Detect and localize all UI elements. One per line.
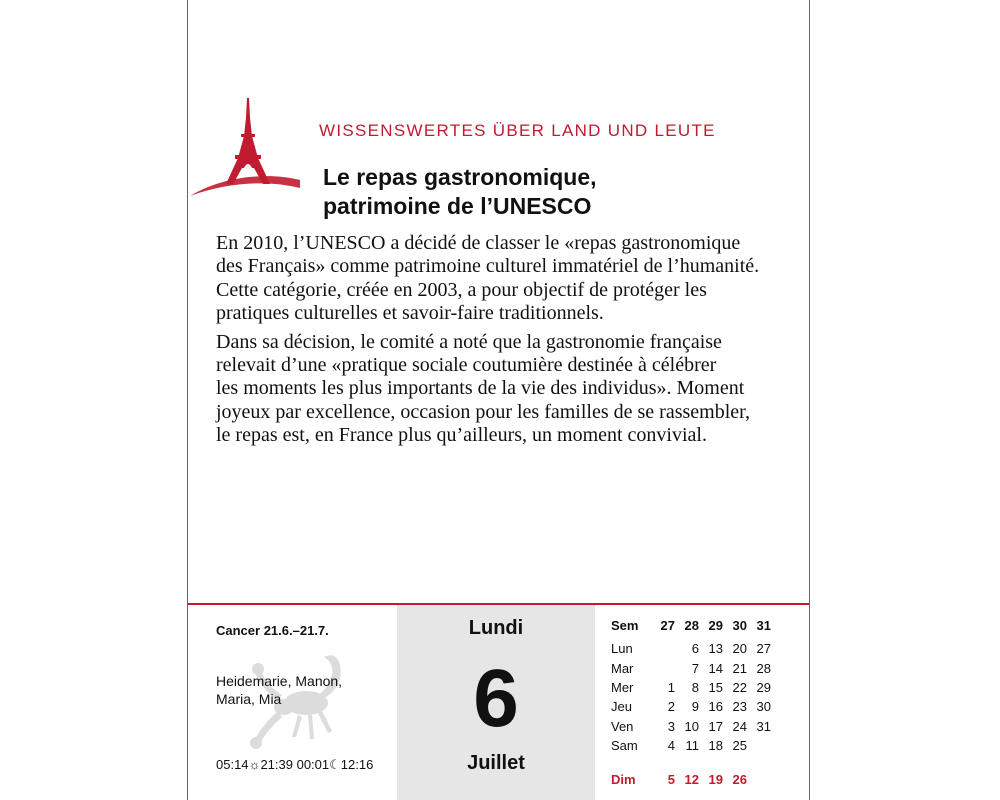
calendar-cell: Dim [611,772,636,788]
calendar-cell: 18 [708,738,723,754]
article-body [216,232,791,453]
calendar-cell: 1 [667,679,675,695]
calendar-cell: 28 [756,660,771,676]
eiffel-tower-icon [188,96,306,200]
calendar-cell: 29 [708,618,723,633]
calendar-row [611,697,771,716]
calendar-cell: Lun [611,641,633,657]
text-line: En 2010, l’UNESCO a décidé de classer le «repas gastronomique [216,232,741,254]
text-line: Dans sa décision, le comité a noté que la gastronomie française [216,330,722,353]
calendar-page [187,0,810,800]
calendar-cell: Mar [611,660,634,676]
calendar-cell: 8 [691,679,699,695]
name-day-line: Maria, Mia [216,691,282,707]
calendar-cell: 4 [667,738,675,754]
calendar-cell: 7 [691,660,699,676]
text-line: les moments les plus importants de la vie des individus». Moment [216,377,745,400]
calendar-cell: Sam [611,738,638,754]
mini-calendar [611,618,771,788]
day-number: 6 [473,653,519,744]
week-number-row [611,618,771,639]
text-line: pratiques culturelles et savoir-faire traditionnels. [216,302,604,325]
text-line: joyeux par excellence, occasion pour les familles de se rassembler, [216,400,750,423]
calendar-cell: 10 [684,718,699,734]
calendar-cell: 22 [732,679,747,695]
calendar-cell [651,658,675,677]
footer-info [216,605,406,800]
calendar-cell: 27 [756,641,771,657]
calendar-cell: 13 [708,641,723,657]
date-block [397,605,595,800]
calendar-cell: 28 [684,618,699,633]
mini-calendar-table [611,618,771,788]
text-line: des Français» comme patrimoine culturel immatériel de l’humanité. [216,255,760,278]
sunday-row [611,770,771,789]
calendar-cell: 19 [708,772,723,788]
text-line: Cette catégorie, créée en 2003, a pour objectif de protéger les [216,278,707,301]
calendar-cell [747,770,771,789]
calendar-cell: Mer [611,679,634,695]
calendar-cell: 6 [691,641,699,657]
calendar-cell: 23 [732,699,747,715]
name-day-line: Heidemarie, Manon, [216,673,343,689]
name-days [216,672,342,708]
text-line: le repas est, en France plus qu’ailleurs, un moment convivial. [216,424,707,447]
calendar-cell [651,639,675,658]
calendar-cell: 20 [732,641,747,657]
calendar-row [611,736,771,755]
calendar-cell: 31 [756,718,771,734]
calendar-cell: 26 [732,772,747,788]
calendar-cell: 31 [756,618,771,633]
calendar-row [611,658,771,677]
text-line: relevait d’une «pratique sociale coutumière destinée à célébrer [216,354,717,377]
calendar-cell: Ven [611,718,634,734]
calendar-cell: 30 [756,699,771,715]
calendar-cell: 9 [691,699,699,715]
calendar-cell: 21 [732,660,747,676]
calendar-cell: 5 [667,772,675,788]
paragraph [216,232,791,326]
calendar-row [611,717,771,736]
title-line: patrimoine de l’UNESCO [323,193,592,219]
zodiac-sign: Cancer 21.6.–21.7. [216,623,329,638]
calendar-cell: 25 [732,738,747,754]
calendar-cell: 17 [708,718,723,734]
calendar-cell: 14 [708,660,723,676]
calendar-cell: Jeu [611,699,632,715]
calendar-cell [747,736,771,755]
sun-moon-times: 05:14☼21:39 00:01☾12:16 [216,757,374,772]
calendar-cell: 2 [667,699,675,715]
weekday-label: Lundi [468,617,524,639]
calendar-cell: 12 [684,772,699,788]
calendar-cell: 16 [708,699,723,715]
calendar-cell: 11 [685,738,699,754]
calendar-cell: Sem [611,618,639,633]
calendar-cell: 24 [732,718,747,734]
title-line: Le repas gastronomique, [323,164,597,190]
calendar-cell: 15 [708,679,723,695]
month-label: Juillet [467,752,525,774]
calendar-row [611,678,771,697]
calendar-cell: 29 [756,679,771,695]
paragraph [216,331,791,448]
calendar-cell: 3 [667,718,675,734]
calendar-row [611,639,771,658]
section-kicker: WISSENSWERTES ÜBER LAND UND LEUTE [319,121,716,140]
calendar-cell: 27 [660,618,675,633]
calendar-cell: 30 [732,618,747,633]
article-title [323,163,743,221]
